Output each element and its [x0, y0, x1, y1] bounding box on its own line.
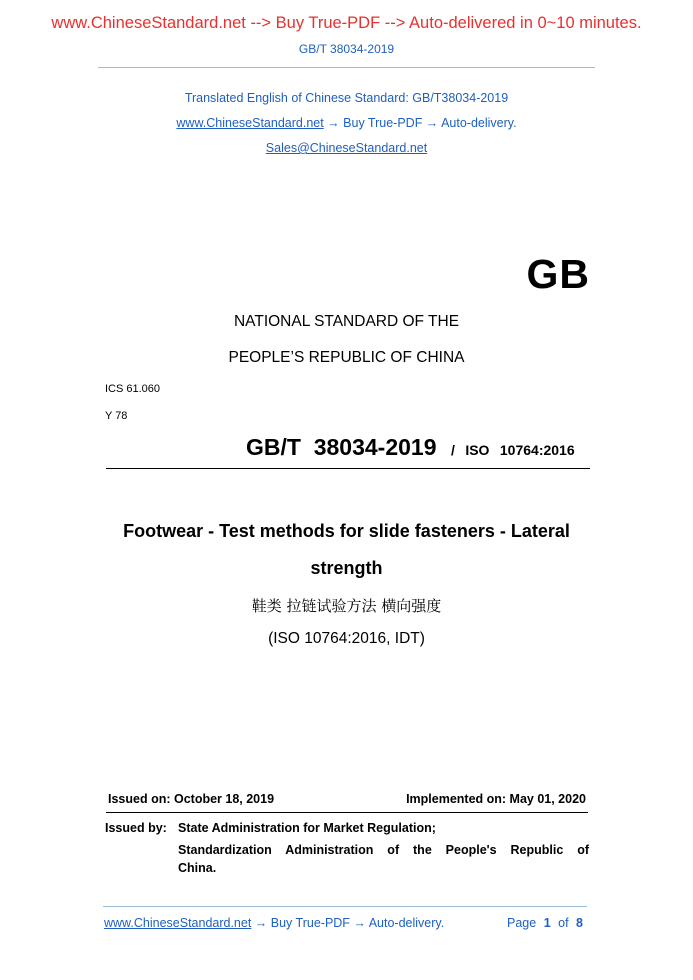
title-chinese: 鞋类 拉链试验方法 横向强度 [251, 597, 442, 615]
issued-by-label: Issued by: [105, 821, 167, 835]
of-label: of [558, 916, 569, 930]
title-line1: Footwear - Test methods for slide fasteners - Lateral [123, 521, 570, 541]
number-underline [106, 468, 590, 469]
ics-code: ICS 61.060 [105, 383, 161, 395]
issuer-org2-line1: Standardization Administration of the People's Republic of [178, 843, 589, 857]
gb-logo: GB [526, 251, 590, 297]
issuer-org1: State Administration for Market Regulation; [178, 821, 436, 835]
translated-line: Translated English of Chinese Standard: GB/T38034-2019 [184, 91, 509, 105]
promo-banner[interactable]: www.ChineseStandard.net --> Buy True-PDF --> Auto-delivered in 0~10 minutes. [51, 14, 642, 32]
header-divider [98, 67, 595, 68]
iso-number: 10764:2016 [499, 442, 575, 458]
page-label: Page [507, 916, 537, 930]
iso-equivalence: (ISO 10764:2016, IDT) [268, 630, 425, 647]
ccs-code: Y 78 [105, 410, 128, 422]
footer-buy-line [104, 916, 444, 930]
header-std-code: GB/T 38034-2019 [298, 42, 395, 56]
intro-site-link[interactable]: www.ChineseStandard.net [176, 116, 324, 130]
intro-buy-line [0, 116, 693, 130]
dates-underline [106, 812, 588, 813]
implemented-date: Implemented on: May 01, 2020 [406, 792, 586, 806]
page-total: 8 [576, 916, 583, 930]
standard-number [246, 434, 590, 461]
gbt-number: GB/T 38034-2019 [246, 434, 437, 460]
national-standard-line1: NATIONAL STANDARD OF THE [233, 313, 460, 330]
title-line2: strength [310, 558, 383, 578]
footer-site-link[interactable]: www.ChineseStandard.net [104, 916, 252, 930]
footer-divider [103, 906, 587, 907]
issuer-org2-line2: China. [178, 861, 217, 875]
page-number: 1 [543, 916, 551, 930]
iso-prefix: ISO [465, 442, 490, 458]
sales-email-link[interactable]: Sales@ChineseStandard.net [265, 141, 428, 155]
page-indicator [507, 916, 583, 930]
number-separator: / [450, 442, 455, 458]
intro-email-line [0, 141, 693, 155]
issued-date: Issued on: October 18, 2019 [108, 792, 275, 806]
intro-buy-text: → Buy True-PDF → Auto-delivery. [323, 116, 517, 130]
footer-buy-text: → Buy True-PDF → Auto-delivery. [251, 916, 445, 930]
national-standard-line2: PEOPLE’S REPUBLIC OF CHINA [228, 349, 465, 366]
